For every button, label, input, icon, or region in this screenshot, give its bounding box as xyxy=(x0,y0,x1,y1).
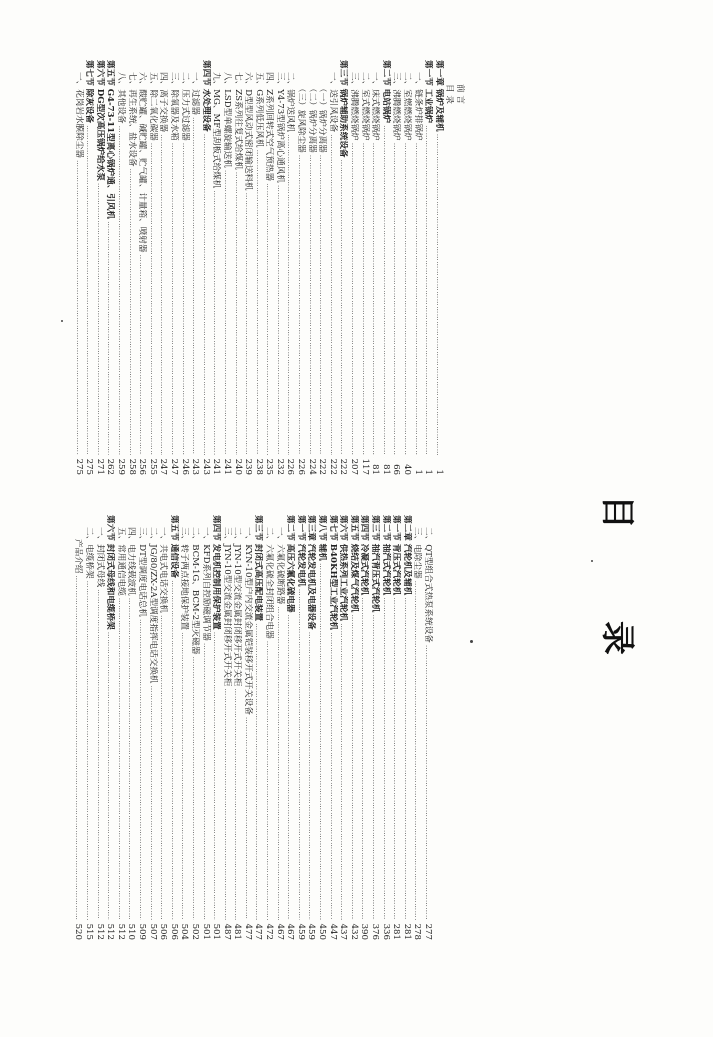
toc-entry-title: 二、JG/80/ZX-2A型调度指挥电话交换机 xyxy=(147,527,158,684)
toc-page-number: 450 xyxy=(317,923,328,940)
toc-page-number: 277 xyxy=(423,923,433,940)
toc-leader-dots xyxy=(73,575,84,920)
toc-section-row xyxy=(359,515,370,940)
toc-page-number: 243 xyxy=(190,458,201,475)
toc-entry-title: 第五节 通信设备 xyxy=(168,515,179,579)
toc-section-row xyxy=(105,60,116,475)
toc-entry-title: 目 录 xyxy=(444,84,455,104)
toc-entry-title: 第二节 高压六氟化硫电器 xyxy=(285,515,296,613)
toc-leader-dots xyxy=(105,632,116,920)
toc-entry-title: 第三节 抽汽背压式汽轮机 xyxy=(370,515,381,613)
toc-section-row xyxy=(168,515,179,940)
toc-page-number: 432 xyxy=(348,923,359,940)
toc-page-number: 509 xyxy=(136,923,147,940)
toc-entry-title: 二、六氟化硫全封闭组合电器 xyxy=(264,527,275,639)
toc-entry-title: 五、G系列低压风机 xyxy=(253,72,264,148)
toc-entry-title: 三、电除尘器 xyxy=(412,527,423,579)
toc-leader-dots xyxy=(359,597,370,920)
toc-entry-title: 四、Z系列回转式空气预热器 xyxy=(264,72,275,182)
scan-speck xyxy=(470,640,473,643)
toc-entry-title: 第一节 汽轮发电机 xyxy=(295,515,306,587)
toc-page-number: 275 xyxy=(73,458,84,475)
toc-entry-row xyxy=(115,60,126,475)
toc-leader-dots xyxy=(94,589,105,920)
toc-page-number: 232 xyxy=(274,458,285,475)
toc-page-number: 281 xyxy=(401,923,412,940)
toc-entry-row xyxy=(274,515,285,940)
toc-entry-title: 八、其他设备 xyxy=(116,72,126,124)
toc-leader-dots xyxy=(115,126,126,455)
toc-leader-dots xyxy=(200,134,211,455)
toc-entry-title: 第七节 除灰设备 xyxy=(84,60,95,124)
toc-leader-dots xyxy=(264,183,275,455)
toc-section-row xyxy=(423,60,434,475)
toc-leader-dots xyxy=(158,615,169,920)
toc-page-number: 477 xyxy=(242,923,253,940)
toc-leader-dots xyxy=(348,615,359,920)
toc-leader-dots xyxy=(401,597,412,920)
toc-entry-row xyxy=(348,60,359,475)
toc-page-number: 259 xyxy=(116,458,126,475)
toc-leader-dots xyxy=(168,580,179,920)
toc-entry-title: 第五节 烧结及煤气汽轮机 xyxy=(348,515,359,613)
toc-entry-title: 五、常用通信电缆 xyxy=(115,527,126,596)
toc-entry-title: 二、电缆桥架 xyxy=(84,527,94,579)
toc-entry-title: 一、花岗岩水膜除尘器 xyxy=(73,72,84,158)
toc-page-number: 226 xyxy=(285,458,296,475)
toc-entry-title: 一、KYN-10型户内交流金属铠装移开式开关设备 xyxy=(242,527,253,715)
toc-leader-dots xyxy=(147,686,158,920)
toc-entry-row xyxy=(126,60,137,475)
toc-entry-title: （三）旋风除尘器 xyxy=(296,84,307,153)
toc-entry-row xyxy=(190,60,201,475)
toc-leader-dots xyxy=(126,169,137,455)
toc-entry-title: 一、六氟化硫断路器 xyxy=(274,527,285,605)
toc-entry-row xyxy=(189,515,200,940)
toc-leader-dots xyxy=(243,193,254,455)
toc-leader-dots xyxy=(84,125,95,455)
toc-entry-row xyxy=(327,60,338,475)
toc-entry-title: 一、链条炉排锅炉 xyxy=(412,72,423,141)
toc-entry-row xyxy=(391,60,402,475)
toc-leader-dots xyxy=(433,134,444,455)
toc-page-number: 467 xyxy=(285,923,296,940)
toc-section-row xyxy=(84,60,95,475)
toc-page-number: 81 xyxy=(380,464,391,475)
toc-page-number: 222 xyxy=(338,458,349,475)
toc-page-number: 241 xyxy=(221,458,232,475)
toc-entry-row xyxy=(232,515,243,940)
toc-section-row xyxy=(369,515,380,940)
toc-entry-title: 第一节 背压式汽轮机 xyxy=(391,515,402,596)
toc-entry-title: 一、床式燃烧锅炉 xyxy=(370,72,381,141)
toc-leader-dots xyxy=(274,606,285,920)
toc-page-number: 275 xyxy=(84,458,95,475)
toc-leader-dots xyxy=(105,221,116,455)
toc-page-number: 238 xyxy=(253,458,264,475)
toc-page-number: 240 xyxy=(232,458,243,475)
toc-leader-dots xyxy=(285,134,296,455)
toc-leader-dots xyxy=(253,623,264,920)
toc-entry-title: 前 言 xyxy=(455,84,465,104)
toc-entry-title: 第四节 冷凝式汽轮机 xyxy=(359,515,370,596)
toc-page-number: 376 xyxy=(370,923,381,940)
toc-page-number: 235 xyxy=(264,458,275,475)
toc-page-number: 467 xyxy=(274,923,285,940)
toc-entry-row xyxy=(296,60,307,475)
toc-leader-dots xyxy=(285,615,296,920)
toc-entry-title: 五、除二氧化碳器 xyxy=(147,72,158,141)
scan-speck xyxy=(591,560,593,562)
toc-page-number: 271 xyxy=(94,458,105,475)
toc-entry-row xyxy=(242,515,253,940)
toc-entry-row xyxy=(168,60,179,475)
toc-page-number: 512 xyxy=(115,923,126,940)
toc-leader-dots xyxy=(211,632,222,920)
toc-entry-title: 第六节 供热系列工业汽轮机 xyxy=(338,515,349,622)
toc-section-row xyxy=(348,515,359,940)
toc-page-number: 501 xyxy=(211,923,222,940)
toc-section-row xyxy=(211,515,222,940)
toc-leader-dots xyxy=(158,134,169,455)
toc-entry-title: 七、再生系统、盐水设备 xyxy=(126,72,137,167)
toc-entry-row xyxy=(158,515,169,940)
toc-page-number: 241 xyxy=(211,458,222,475)
toc-page-number: 247 xyxy=(158,458,169,475)
toc-entry-title: 二、QT型组合式热泵系统设备 xyxy=(423,527,433,643)
toc-entry-row xyxy=(137,60,148,475)
toc-entry-title: 第四节 发电机控制用保护装置 xyxy=(211,515,222,630)
toc-section-row xyxy=(285,515,296,940)
toc-page-number: 507 xyxy=(147,923,158,940)
toc-section-row xyxy=(338,60,349,475)
toc-entry-row xyxy=(306,60,317,475)
toc-leader-dots xyxy=(274,185,285,455)
toc-page-number: 502 xyxy=(189,923,200,940)
toc-page-number: 239 xyxy=(243,458,254,475)
toc-page-number: 506 xyxy=(168,923,179,940)
toc-leader-dots xyxy=(295,589,306,920)
toc-entry-title: 第八节 辅机 xyxy=(317,515,328,561)
toc-entry-title: 一、过滤器 xyxy=(190,72,201,115)
toc-entry-row xyxy=(422,515,433,940)
toc-chapter-row xyxy=(433,60,444,475)
toc-entry-title: 第四节 水处理设备 xyxy=(200,60,211,132)
toc-entry-title: 二、锅炉送风机 xyxy=(285,72,296,133)
toc-page-number: 224 xyxy=(306,458,317,475)
toc-entry-title: 二、室式燃烧锅炉 xyxy=(359,72,370,141)
toc-page-number: 262 xyxy=(105,458,116,475)
toc-leader-dots xyxy=(401,143,412,455)
toc-page-number: 81 xyxy=(370,464,381,475)
toc-entry-title: （二）锅炉分离器 xyxy=(306,84,317,153)
toc-entry-title: 第一章 锅炉及辅机 xyxy=(433,60,444,132)
toc-page-number: 255 xyxy=(147,458,158,475)
toc-entry-row xyxy=(83,515,94,940)
toc-entry-title: 第六节 DG型次高压锅炉给水泵 xyxy=(94,60,105,181)
toc-entry-title: 第五节 G4-73-11型离心锅炉通、引风机 xyxy=(105,60,116,220)
toc-entry-row xyxy=(412,515,423,940)
toc-page-number: 222 xyxy=(317,458,328,475)
toc-entry-title: 一、KFD系列自控励磁调节器 xyxy=(200,527,211,641)
toc-entry-row xyxy=(115,515,126,940)
toc-leader-dots xyxy=(327,632,338,920)
toc-leader-dots xyxy=(232,172,243,455)
toc-leader-dots xyxy=(179,632,190,920)
toc-entry-row xyxy=(73,60,84,475)
toc-leader-dots xyxy=(221,688,232,920)
toc-entry-row xyxy=(454,60,465,475)
toc-page-number: 501 xyxy=(200,923,211,940)
toc-leader-dots xyxy=(168,143,179,455)
toc-entry-row xyxy=(158,60,169,475)
toc-leader-dots xyxy=(200,643,211,920)
toc-entry-row xyxy=(444,60,455,475)
toc-leader-dots xyxy=(306,155,317,455)
toc-entry-title: 一、封闭式母线 xyxy=(94,527,105,588)
toc-leader-dots xyxy=(147,143,158,455)
toc-entry-title: 第六节 封闭式母线和电缆桥架 xyxy=(105,515,116,630)
toc-entry-title: 第二节 电站锅炉 xyxy=(380,60,391,124)
toc-chapter-row xyxy=(306,515,317,940)
toc-leader-dots xyxy=(264,641,275,920)
toc-entry-title: 一、共电式电话交换机 xyxy=(158,527,169,613)
toc-entry-title: 九、MG、MF型刮板式给煤机 xyxy=(211,72,222,189)
toc-column-left xyxy=(73,60,465,475)
toc-page-number: 207 xyxy=(349,458,360,475)
toc-leader-dots xyxy=(211,190,222,455)
toc-entry-title: 三、除氧器及水箱 xyxy=(168,72,179,141)
toc-entry-row xyxy=(243,60,254,475)
toc-leader-dots xyxy=(370,143,381,455)
toc-leader-dots xyxy=(221,170,232,455)
toc-entry-title: 一、送引风设备 xyxy=(327,72,338,133)
toc-section-row xyxy=(338,515,349,940)
toc-page-number: 226 xyxy=(296,458,307,475)
toc-entry-row xyxy=(264,60,275,475)
toc-leader-dots xyxy=(380,597,391,920)
toc-entry-title: 三、DT型调度电话总机 xyxy=(136,527,147,617)
toc-entry-title: 二、压力式过滤器 xyxy=(179,72,190,141)
toc-entry-row xyxy=(179,515,190,940)
toc-entry-row xyxy=(264,515,275,940)
toc-entry-title: 二、室燃燃烧锅炉 xyxy=(402,72,413,141)
toc-leader-dots xyxy=(338,160,349,455)
toc-leader-dots xyxy=(190,117,201,455)
toc-section-row xyxy=(105,515,116,940)
toc-leader-dots xyxy=(253,150,264,455)
toc-section-row xyxy=(327,515,338,940)
toc-entry-row xyxy=(211,60,222,475)
toc-leader-dots xyxy=(412,581,423,920)
toc-entry-title: 第三节 封闭式高压配电装置 xyxy=(253,515,264,622)
toc-page-number: 40 xyxy=(402,464,413,475)
toc-leader-dots xyxy=(232,688,243,920)
toc-page-number: 66 xyxy=(391,464,402,475)
page-title: 目 录 xyxy=(597,495,637,695)
toc-entry-title: 七、ZS系列往复式给煤机 xyxy=(232,72,243,170)
toc-entry-title: 六、D型型风动式密闭输送料机 xyxy=(243,72,254,191)
toc-page-number: 510 xyxy=(126,923,137,940)
toc-leader-dots xyxy=(137,254,148,455)
toc-page-number: 520 xyxy=(73,923,84,940)
toc-entry-row xyxy=(285,60,296,475)
toc-leader-dots xyxy=(369,615,380,920)
toc-page-number: 512 xyxy=(105,923,116,940)
toc-section-row xyxy=(316,515,327,940)
toc-entry-row xyxy=(73,515,84,940)
toc-section-row xyxy=(380,515,391,940)
toc-entry-row xyxy=(274,60,285,475)
toc-entry-row xyxy=(147,60,158,475)
toc-entry-row xyxy=(200,515,211,940)
toc-entry-row xyxy=(221,60,232,475)
scan-speck xyxy=(61,320,63,322)
toc-section-row xyxy=(391,515,402,940)
toc-leader-dots xyxy=(359,143,370,455)
toc-leader-dots xyxy=(422,645,433,920)
toc-leader-dots xyxy=(94,183,105,455)
toc-leader-dots xyxy=(73,160,84,455)
toc-leader-dots xyxy=(327,134,338,455)
toc-leader-dots xyxy=(391,143,402,455)
toc-entry-row xyxy=(370,60,381,475)
toc-column-right xyxy=(73,515,433,940)
toc-leader-dots xyxy=(136,619,147,920)
toc-entry-row xyxy=(359,60,370,475)
toc-section-row xyxy=(94,60,105,475)
toc-entry-title: 四、电力线载波机 xyxy=(126,527,137,596)
toc-section-row xyxy=(380,60,391,475)
toc-entry-row xyxy=(147,515,158,940)
toc-leader-dots xyxy=(338,623,349,920)
toc-entry-title: 三、沸腾燃烧锅炉 xyxy=(349,72,360,141)
toc-entry-title: 三、沸腾燃烧锅炉 xyxy=(391,72,402,141)
toc-entry-title: 第二节 抽汽式汽轮机 xyxy=(380,515,391,596)
toc-leader-dots xyxy=(242,717,253,920)
toc-entry-row xyxy=(253,60,264,475)
toc-entry-title: 第三节 锅炉辅助系统设备 xyxy=(338,60,349,158)
toc-leader-dots xyxy=(380,125,391,455)
toc-leader-dots xyxy=(115,598,126,920)
toc-entry-row xyxy=(221,515,232,940)
toc-entry-title: 三、转子两点接地保护装置 xyxy=(179,527,190,631)
toc-page-number: 481 xyxy=(232,923,243,940)
toc-leader-dots xyxy=(391,597,402,920)
toc-leader-dots xyxy=(423,125,434,455)
toc-entry-row xyxy=(136,515,147,940)
toc-page-number: 459 xyxy=(306,923,317,940)
toc-section-row xyxy=(295,515,306,940)
toc-entry-title: 八、LSD型单螺旋输送机 xyxy=(221,72,232,168)
toc-page-number: 472 xyxy=(264,923,275,940)
toc-entry-row xyxy=(94,515,105,940)
toc-entry-row xyxy=(401,60,412,475)
toc-page-number: 243 xyxy=(200,458,211,475)
toc-entry-title: 四、离子交换器 xyxy=(158,72,169,133)
toc-entry-title: 六、酸贮罐、碱贮罐、贮气罐、计量箱、喷射器 xyxy=(137,72,148,253)
toc-entry-title: 第三章 汽轮发电机及电器设备 xyxy=(306,515,317,630)
toc-entry-title: （一）锅炉分离器 xyxy=(317,84,328,153)
toc-leader-dots xyxy=(126,598,137,920)
toc-page-number: 222 xyxy=(327,458,338,475)
toc-section-row xyxy=(253,515,264,940)
toc-entry-row xyxy=(126,515,137,940)
toc-page-number: 247 xyxy=(168,458,179,475)
toc-entry-title: 第一节 工业锅炉 xyxy=(423,60,434,124)
toc-leader-dots xyxy=(316,563,327,920)
toc-page-number: 447 xyxy=(327,923,338,940)
toc-entry-title: 三、JYN-10型交流金属封闭移开式开关柜 xyxy=(221,527,232,687)
toc-page-number: 246 xyxy=(179,458,190,475)
toc-leader-dots xyxy=(348,143,359,455)
toc-page-number: 477 xyxy=(253,923,264,940)
toc-leader-dots xyxy=(306,632,317,920)
toc-entry-title: 二、JYN-10型交流金属封闭移开式开关柜 xyxy=(232,527,243,687)
toc-leader-dots xyxy=(83,581,94,920)
toc-leader-dots xyxy=(179,143,190,455)
toc-page-number: 281 xyxy=(391,923,402,940)
toc-entry-title: 第二章 汽轮机及辅机 xyxy=(401,515,412,596)
toc-page-number: 117 xyxy=(359,458,370,475)
toc-leader-dots xyxy=(317,155,328,455)
toc-page-number: 459 xyxy=(295,923,306,940)
toc-page-number: 256 xyxy=(137,458,148,475)
toc-chapter-row xyxy=(401,515,412,940)
toc-page-number: 278 xyxy=(412,923,423,940)
toc-entry-title: 第七节 B40KH型工业汽轮机 xyxy=(327,515,338,631)
toc-page-number: 515 xyxy=(84,923,94,940)
toc-page-number: 512 xyxy=(94,923,105,940)
toc-page-number: 258 xyxy=(126,458,137,475)
toc-page-number: 336 xyxy=(380,923,391,940)
toc-page-number: 506 xyxy=(158,923,169,940)
toc-page-number: 504 xyxy=(179,923,190,940)
toc-page-number: 1 xyxy=(423,469,434,475)
toc-page-number: 1 xyxy=(412,469,423,475)
toc-page-number: 487 xyxy=(221,923,232,940)
toc-page-number: 437 xyxy=(338,923,349,940)
toc-entry-title: 二、BCM-1G、BCM-2型灭磁器 xyxy=(189,527,200,655)
toc-section-row xyxy=(200,60,211,475)
toc-entry-title: 三、Y4-73型锅炉离心通风机 xyxy=(274,72,285,183)
toc-entry-row xyxy=(232,60,243,475)
toc-leader-dots xyxy=(412,143,423,455)
toc-entry-title: 产品介绍 xyxy=(73,539,84,574)
toc-entry-row xyxy=(412,60,423,475)
toc-leader-dots xyxy=(189,656,200,920)
toc-page-number: 1 xyxy=(433,469,444,475)
toc-page-number: 390 xyxy=(359,923,370,940)
toc-entry-row xyxy=(317,60,328,475)
toc-leader-dots xyxy=(296,155,307,455)
toc-entry-row xyxy=(179,60,190,475)
